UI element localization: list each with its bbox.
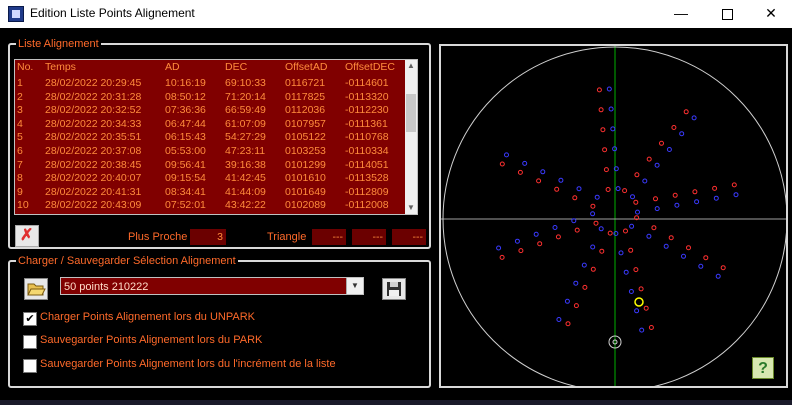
blue-alignment-point (643, 179, 647, 183)
blue-alignment-point (655, 207, 659, 211)
blue-alignment-point (655, 163, 659, 167)
chevron-down-icon[interactable]: ▼ (346, 278, 363, 294)
checkbox-increment-label: Sauvegarder Points Alignement lors du l'incrément de la liste (40, 358, 336, 370)
red-alignment-point (583, 285, 587, 289)
red-alignment-point (704, 256, 708, 260)
red-alignment-point (601, 128, 605, 132)
table-cell: 06:47:44 (165, 117, 206, 130)
blue-alignment-point (624, 270, 628, 274)
red-alignment-point (652, 226, 656, 230)
blue-alignment-point (734, 193, 738, 197)
red-alignment-point (555, 187, 559, 191)
title-bar (0, 0, 792, 28)
minimize-button[interactable]: — (674, 5, 688, 21)
table-cell: 69:10:33 (225, 77, 266, 89)
triangle-value-2: --- (352, 229, 386, 245)
blue-alignment-point (595, 195, 599, 199)
table-cell: 2 (17, 90, 23, 103)
table-cell: 0105122 (285, 131, 326, 144)
blue-alignment-point (534, 232, 538, 236)
red-alignment-point (594, 221, 598, 225)
checkbox-increment[interactable] (23, 359, 37, 373)
table-cell: 05:53:00 (165, 145, 206, 157)
table-cell: -0114601 (345, 77, 389, 89)
table-cell: -0110768 (345, 131, 389, 144)
red-alignment-point (629, 248, 633, 252)
close-button[interactable]: ✕ (765, 5, 777, 21)
red-alignment-point (606, 188, 610, 192)
blue-alignment-point (515, 239, 519, 243)
table-cell: 66:59:49 (225, 104, 266, 117)
folder-open-icon (25, 279, 47, 299)
column-header[interactable]: Temps (45, 61, 76, 73)
table-header (15, 60, 403, 76)
blue-alignment-point (692, 116, 696, 120)
table-cell: -0114051 (345, 158, 389, 171)
red-alignment-point (684, 110, 688, 114)
blue-alignment-point (574, 281, 578, 285)
table-cell: 0101649 (285, 185, 326, 198)
table-cell: 28/02/2022 20:38:45 (45, 158, 142, 171)
table-cell: 0117825 (285, 90, 326, 103)
blue-alignment-point (619, 251, 623, 255)
table-cell: 06:15:43 (165, 131, 206, 144)
floppy-disk-icon (383, 279, 405, 299)
red-alignment-point (603, 148, 607, 152)
window-title: Edition Liste Points Alignement (30, 6, 195, 20)
scroll-down-arrow-icon[interactable]: ▼ (407, 203, 415, 212)
checkbox-unpark-label: Charger Points Alignement lors du UNPARK (40, 311, 256, 323)
table-cell: -0112809 (345, 185, 389, 198)
red-alignment-point (721, 266, 725, 270)
delete-point-button[interactable] (15, 225, 39, 247)
blue-alignment-point (630, 224, 634, 228)
blue-alignment-point (675, 203, 679, 207)
triangle-value-1: --- (312, 229, 346, 245)
table-cell: 0103253 (285, 145, 326, 157)
table-cell: 1 (17, 77, 23, 89)
blue-alignment-point (577, 187, 581, 191)
sky-plot-canvas (441, 46, 786, 386)
scroll-up-arrow-icon[interactable]: ▲ (407, 61, 415, 70)
delete-x-icon: ✗ (20, 227, 34, 244)
red-alignment-point (518, 170, 522, 174)
red-alignment-point (687, 246, 691, 250)
blue-alignment-point (505, 153, 509, 157)
table-row[interactable] (15, 158, 403, 172)
table-cell: 47:23:11 (225, 145, 266, 157)
column-header[interactable]: AD (165, 61, 180, 73)
red-alignment-point (597, 88, 601, 92)
blue-alignment-point (611, 127, 615, 131)
red-alignment-point (604, 168, 608, 172)
table-cell: 39:16:38 (225, 158, 266, 171)
table-cell: 08:50:12 (165, 90, 206, 103)
red-alignment-point (600, 249, 604, 253)
red-alignment-point (634, 200, 638, 204)
open-folder-button[interactable] (24, 278, 48, 300)
blue-alignment-point (629, 290, 633, 294)
bottom-edge (0, 400, 792, 405)
blue-alignment-point (636, 210, 640, 214)
red-alignment-point (500, 162, 504, 166)
table-cell: 10 (17, 199, 29, 212)
table-row[interactable] (15, 171, 403, 185)
red-alignment-point (644, 306, 648, 310)
red-alignment-point (591, 204, 595, 208)
table-cell: 09:56:41 (165, 158, 206, 171)
red-alignment-point (634, 268, 638, 272)
blue-alignment-point (599, 227, 603, 231)
red-alignment-point (732, 183, 736, 187)
table-cell: -0112008 (345, 199, 389, 212)
help-button[interactable]: ? (752, 357, 774, 379)
table-cell: 8 (17, 172, 23, 185)
table-cell: 0112036 (285, 104, 326, 117)
dropdown-value: 50 points 210222 (64, 281, 149, 293)
red-alignment-point (654, 197, 658, 201)
table-cell: 28/02/2022 20:37:08 (45, 145, 142, 157)
plus-proche-value: 3 (190, 229, 226, 245)
app-icon (8, 6, 24, 22)
red-alignment-point (500, 255, 504, 259)
table-cell: 28/02/2022 20:43:09 (45, 199, 142, 212)
table-cell: 28/02/2022 20:35:51 (45, 131, 142, 144)
table-cell: -0110334 (345, 145, 389, 157)
column-header[interactable]: No. (17, 61, 34, 73)
red-alignment-point (639, 287, 643, 291)
red-alignment-point (591, 267, 595, 271)
red-alignment-point (519, 249, 523, 253)
red-alignment-point (635, 173, 639, 177)
blue-alignment-point (557, 318, 561, 322)
table-cell: -0113320 (345, 90, 389, 103)
scroll-thumb[interactable] (406, 94, 416, 132)
table-cell: 09:15:54 (165, 172, 206, 185)
table-row[interactable] (15, 185, 403, 199)
table-row[interactable] (15, 198, 403, 212)
blue-alignment-point (559, 178, 563, 182)
red-alignment-point (649, 326, 653, 330)
red-alignment-point (556, 235, 560, 239)
triangle-label: Triangle (267, 231, 307, 243)
red-alignment-point (599, 108, 603, 112)
table-cell: 43:42:22 (225, 199, 266, 212)
table-cell: 41:44:09 (225, 185, 266, 198)
blue-alignment-point (616, 187, 620, 191)
table-cell: 28/02/2022 20:29:45 (45, 77, 142, 89)
alignment-points (497, 87, 738, 332)
table-cell: 3 (17, 104, 23, 117)
column-header[interactable]: OffsetAD (285, 61, 328, 73)
checkbox-park-label: Sauvegarder Points Alignement lors du PARK (40, 334, 263, 346)
table-row[interactable] (15, 76, 403, 90)
table-cell: 0101610 (285, 172, 326, 185)
table-cell: 07:36:36 (165, 104, 206, 117)
red-alignment-point (566, 322, 570, 326)
alignment-sky-plot[interactable] (439, 44, 788, 388)
list-group (8, 38, 431, 249)
load-save-group-label: Charger / Sauvegarder Sélection Alignement (18, 255, 236, 267)
table-scrollbar[interactable] (405, 60, 417, 214)
table-cell: 7 (17, 158, 23, 171)
red-alignment-point (573, 196, 577, 200)
blue-alignment-point (582, 263, 586, 267)
blue-alignment-point (541, 170, 545, 174)
highlighted-point (635, 298, 643, 306)
red-alignment-point (713, 186, 717, 190)
table-cell: 61:07:09 (225, 117, 266, 130)
blue-alignment-point (607, 87, 611, 91)
red-alignment-point (537, 179, 541, 183)
blue-alignment-point (640, 328, 644, 332)
red-alignment-point (673, 193, 677, 197)
blue-alignment-point (565, 299, 569, 303)
red-alignment-point (672, 126, 676, 130)
blue-alignment-point (647, 234, 651, 238)
red-alignment-point (647, 157, 651, 161)
checkbox-park[interactable] (23, 335, 37, 349)
red-alignment-point (575, 228, 579, 232)
maximize-icon (722, 9, 733, 20)
red-alignment-point (538, 242, 542, 246)
table-cell: 71:20:14 (225, 90, 266, 103)
alignment-selection-dropdown[interactable] (60, 277, 364, 295)
table-cell: -0113528 (345, 172, 389, 185)
table-cell: 6 (17, 145, 23, 157)
blue-alignment-point (714, 196, 718, 200)
table-row[interactable] (15, 90, 403, 104)
table-cell: 9 (17, 185, 23, 198)
checkbox-unpark[interactable]: ✔ (23, 312, 37, 326)
maximize-button[interactable] (704, 0, 750, 28)
table-row[interactable] (15, 103, 403, 117)
column-header[interactable]: OffsetDEC (345, 61, 395, 73)
table-cell: 10:16:19 (165, 77, 206, 89)
red-alignment-point (660, 141, 664, 145)
blue-alignment-point (667, 148, 671, 152)
red-alignment-point (624, 229, 628, 233)
table-cell: 28/02/2022 20:32:52 (45, 104, 142, 117)
table-row[interactable] (15, 144, 403, 158)
table-cell: 08:34:41 (165, 185, 206, 198)
table-cell: 28/02/2022 20:31:28 (45, 90, 142, 103)
table-cell: 0102089 (285, 199, 326, 212)
table-cell: 0101299 (285, 158, 326, 171)
table-cell: 28/02/2022 20:40:07 (45, 172, 142, 185)
blue-alignment-point (716, 274, 720, 278)
blue-alignment-point (635, 309, 639, 313)
table-row[interactable] (15, 130, 403, 144)
red-alignment-point (608, 231, 612, 235)
triangle-value-3: --- (392, 229, 426, 245)
blue-alignment-point (553, 226, 557, 230)
red-alignment-point (574, 304, 578, 308)
blue-alignment-point (523, 161, 527, 165)
table-cell: -0111361 (345, 117, 388, 130)
table-cell: 0116721 (285, 77, 326, 89)
load-save-group (8, 255, 431, 388)
blue-alignment-point (497, 246, 501, 250)
blue-alignment-point (695, 200, 699, 204)
table-cell: 41:42:45 (225, 172, 266, 185)
table-cell: 54:27:29 (225, 131, 266, 144)
list-group-label: Liste Alignement (18, 38, 99, 50)
blue-alignment-point (591, 245, 595, 249)
table-cell: 28/02/2022 20:41:31 (45, 185, 142, 198)
plus-proche-label: Plus Proche (128, 231, 188, 243)
blue-alignment-point (699, 264, 703, 268)
blue-alignment-point (680, 132, 684, 136)
table-cell: -0112230 (345, 104, 389, 117)
blue-alignment-point (609, 107, 613, 111)
table-cell: 0107957 (285, 117, 326, 130)
blue-alignment-point (631, 195, 635, 199)
red-alignment-point (693, 190, 697, 194)
blue-alignment-point (664, 244, 668, 248)
column-header[interactable]: DEC (225, 61, 248, 73)
alignment-table[interactable] (14, 59, 418, 215)
blue-alignment-point (591, 212, 595, 216)
red-alignment-point (623, 189, 627, 193)
table-cell: 4 (17, 117, 23, 130)
table-cell: 28/02/2022 20:34:33 (45, 117, 142, 130)
save-button[interactable] (382, 278, 406, 300)
table-cell: 5 (17, 131, 23, 144)
table-cell: 07:52:01 (165, 199, 206, 212)
red-alignment-point (669, 236, 673, 240)
blue-alignment-point (682, 254, 686, 258)
table-row[interactable] (15, 117, 403, 131)
